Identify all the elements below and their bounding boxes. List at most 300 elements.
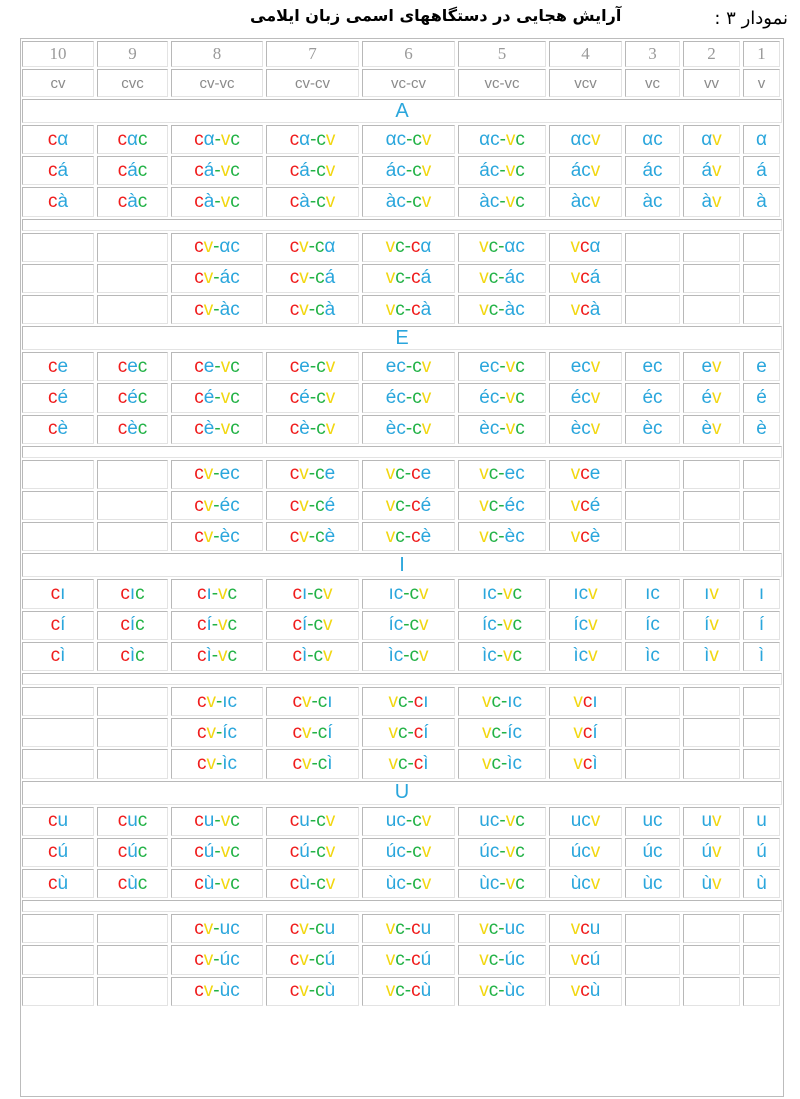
syllable-cell: ı c - c v	[362, 579, 455, 608]
empty-cell	[743, 687, 780, 716]
syllable-cell: ù c	[625, 869, 680, 898]
syllable-table	[20, 38, 784, 1097]
empty-cell	[625, 460, 680, 489]
syllable-cell: è c - v c	[458, 415, 546, 444]
syllable-cell: ì c - c v	[362, 642, 455, 671]
syllable-cell: c α c	[97, 125, 168, 154]
syllable-cell: c α - v c	[171, 125, 263, 154]
empty-cell	[625, 718, 680, 747]
syllable-cell: c e	[22, 352, 94, 381]
spacer-row	[21, 445, 783, 459]
syllable-cell: v c í	[549, 718, 622, 747]
syllable-cell: u c	[625, 807, 680, 836]
syllable-cell: c ı - c v	[266, 579, 359, 608]
empty-cell	[97, 687, 168, 716]
syllable-cell: c v - c à	[266, 295, 359, 324]
spacer-cell	[22, 900, 782, 912]
syllable-cell: c è c	[97, 415, 168, 444]
syllable-cell: v c α	[549, 233, 622, 262]
empty-cell	[97, 491, 168, 520]
spacer-cell	[22, 446, 782, 458]
empty-cell	[683, 977, 740, 1006]
syllable-cell: u v	[683, 807, 740, 836]
syllable-row	[21, 232, 783, 263]
column-pattern: vcv	[549, 69, 622, 97]
syllable-cell: v c - á c	[458, 264, 546, 293]
spacer-row	[21, 672, 783, 686]
syllable-row	[21, 976, 783, 1007]
empty-cell	[683, 295, 740, 324]
syllable-cell: c v - c è	[266, 522, 359, 551]
syllable-cell: c ı c	[97, 579, 168, 608]
syllable-cell: c é - c v	[266, 383, 359, 412]
column-pattern: vc-cv	[362, 69, 455, 97]
syllable-cell: u	[743, 807, 780, 836]
empty-cell	[625, 491, 680, 520]
syllable-cell: v c u	[549, 914, 622, 943]
syllable-cell: v c - c u	[362, 914, 455, 943]
empty-cell	[683, 687, 740, 716]
empty-cell	[22, 233, 94, 262]
syllable-cell: ı v	[683, 579, 740, 608]
syllable-cell: c v - c é	[266, 491, 359, 520]
syllable-cell: í c - c v	[362, 611, 455, 640]
column-number: 5	[458, 41, 546, 67]
syllable-cell: ú v	[683, 838, 740, 867]
empty-cell	[743, 264, 780, 293]
syllable-cell: c v - α c	[171, 233, 263, 262]
syllable-cell: v c - à c	[458, 295, 546, 324]
syllable-cell: c v - c α	[266, 233, 359, 262]
syllable-cell: u c v	[549, 807, 622, 836]
figure-title: آرایش هجایی در دستگاههای اسمی زبان ایلامی	[250, 6, 622, 25]
syllable-cell: e c - c v	[362, 352, 455, 381]
column-number-row	[21, 40, 783, 68]
syllable-cell: c u	[22, 807, 94, 836]
syllable-cell: c ù - v c	[171, 869, 263, 898]
syllable-cell: c ù	[22, 869, 94, 898]
syllable-row	[21, 155, 783, 186]
spacer-row	[21, 899, 783, 913]
syllable-cell: í c v	[549, 611, 622, 640]
syllable-cell: c ú c	[97, 838, 168, 867]
empty-cell	[743, 718, 780, 747]
syllable-cell: e c - v c	[458, 352, 546, 381]
syllable-cell: c à c	[97, 187, 168, 216]
empty-cell	[22, 264, 94, 293]
syllable-cell: v c - c ì	[362, 749, 455, 778]
syllable-cell: c v - c ì	[266, 749, 359, 778]
spacer-cell	[22, 673, 782, 685]
syllable-cell: α c - c v	[362, 125, 455, 154]
syllable-cell: è c	[625, 415, 680, 444]
syllable-cell: v c á	[549, 264, 622, 293]
syllable-row	[21, 717, 783, 748]
syllable-cell: v c - c e	[362, 460, 455, 489]
column-number: 8	[171, 41, 263, 67]
syllable-cell: c v - c ú	[266, 945, 359, 974]
empty-cell	[97, 522, 168, 551]
syllable-cell: α c - v c	[458, 125, 546, 154]
section-letter: U	[22, 781, 782, 805]
syllable-cell: c í - v c	[171, 611, 263, 640]
syllable-row	[21, 490, 783, 521]
empty-cell	[22, 460, 94, 489]
section-letter: E	[22, 326, 782, 350]
syllable-cell: ı c	[625, 579, 680, 608]
empty-cell	[97, 233, 168, 262]
syllable-cell: v c - ú c	[458, 945, 546, 974]
column-pattern: cvc	[97, 69, 168, 97]
syllable-cell: c ì - c v	[266, 642, 359, 671]
syllable-cell: à c - c v	[362, 187, 455, 216]
syllable-cell: c u c	[97, 807, 168, 836]
syllable-cell: á c v	[549, 156, 622, 185]
syllable-cell: v c - c é	[362, 491, 455, 520]
empty-cell	[97, 749, 168, 778]
syllable-cell: c v - e c	[171, 460, 263, 489]
empty-cell	[22, 522, 94, 551]
syllable-row	[21, 351, 783, 382]
syllable-cell: v c ì	[549, 749, 622, 778]
syllable-row	[21, 806, 783, 837]
syllable-cell: c è	[22, 415, 94, 444]
column-number: 7	[266, 41, 359, 67]
column-number: 2	[683, 41, 740, 67]
syllable-row	[21, 748, 783, 779]
syllable-cell: c u - v c	[171, 807, 263, 836]
empty-cell	[22, 687, 94, 716]
empty-cell	[743, 977, 780, 1006]
empty-cell	[625, 295, 680, 324]
syllable-cell: c v - è c	[171, 522, 263, 551]
empty-cell	[97, 295, 168, 324]
syllable-cell: é c	[625, 383, 680, 412]
syllable-cell: α	[743, 125, 780, 154]
syllable-cell: c v - c ù	[266, 977, 359, 1006]
empty-cell	[625, 914, 680, 943]
column-pattern: vc	[625, 69, 680, 97]
syllable-cell: v c - í c	[458, 718, 546, 747]
syllable-cell: c á	[22, 156, 94, 185]
empty-cell	[743, 491, 780, 520]
syllable-cell: c ı - v c	[171, 579, 263, 608]
syllable-cell: c í	[22, 611, 94, 640]
syllable-cell: é c - c v	[362, 383, 455, 412]
syllable-cell: ù c - c v	[362, 869, 455, 898]
syllable-cell: è	[743, 415, 780, 444]
empty-cell	[743, 522, 780, 551]
syllable-cell: é	[743, 383, 780, 412]
syllable-cell: c é - v c	[171, 383, 263, 412]
column-number: 4	[549, 41, 622, 67]
syllable-cell: c e - c v	[266, 352, 359, 381]
syllable-cell: v c - c ú	[362, 945, 455, 974]
empty-cell	[22, 914, 94, 943]
syllable-cell: é v	[683, 383, 740, 412]
syllable-cell: ì v	[683, 642, 740, 671]
syllable-cell: c v - ù c	[171, 977, 263, 1006]
syllable-cell: c á - v c	[171, 156, 263, 185]
syllable-cell: c α - c v	[266, 125, 359, 154]
empty-cell	[625, 687, 680, 716]
syllable-cell: c v - c u	[266, 914, 359, 943]
syllable-row	[21, 913, 783, 944]
syllable-cell: à c	[625, 187, 680, 216]
syllable-cell: v c - e c	[458, 460, 546, 489]
syllable-cell: ı c v	[549, 579, 622, 608]
section-letter: A	[22, 99, 782, 123]
syllable-cell: α c v	[549, 125, 622, 154]
syllable-row	[21, 641, 783, 672]
syllable-row	[21, 521, 783, 552]
syllable-row	[21, 944, 783, 975]
syllable-cell: c v - í c	[171, 718, 263, 747]
syllable-cell: c ú - v c	[171, 838, 263, 867]
empty-cell	[97, 264, 168, 293]
syllable-row	[21, 186, 783, 217]
syllable-cell: v c - é c	[458, 491, 546, 520]
section-header-row	[21, 780, 783, 806]
syllable-row	[21, 382, 783, 413]
syllable-cell: v c - ı c	[458, 687, 546, 716]
syllable-row	[21, 837, 783, 868]
syllable-cell: c v - c ı	[266, 687, 359, 716]
empty-cell	[743, 945, 780, 974]
syllable-cell: c ì	[22, 642, 94, 671]
syllable-cell: ı c - v c	[458, 579, 546, 608]
syllable-cell: v c - u c	[458, 914, 546, 943]
empty-cell	[743, 914, 780, 943]
spacer-cell	[22, 219, 782, 231]
syllable-cell: ú c - v c	[458, 838, 546, 867]
column-number: 3	[625, 41, 680, 67]
syllable-cell: v c - c ı	[362, 687, 455, 716]
syllable-cell: è c - c v	[362, 415, 455, 444]
empty-cell	[683, 945, 740, 974]
syllable-cell: c á - c v	[266, 156, 359, 185]
syllable-cell: í c	[625, 611, 680, 640]
syllable-cell: c é c	[97, 383, 168, 412]
syllable-cell: c e c	[97, 352, 168, 381]
syllable-cell: ı	[743, 579, 780, 608]
syllable-cell: c ù c	[97, 869, 168, 898]
syllable-cell: e v	[683, 352, 740, 381]
syllable-cell: c é	[22, 383, 94, 412]
syllable-cell: v c - c á	[362, 264, 455, 293]
syllable-cell: u c - c v	[362, 807, 455, 836]
empty-cell	[625, 977, 680, 1006]
syllable-cell: α v	[683, 125, 740, 154]
syllable-cell: c v - ı c	[171, 687, 263, 716]
section-letter: I	[22, 553, 782, 577]
empty-cell	[683, 460, 740, 489]
syllable-row	[21, 294, 783, 325]
syllable-cell: c ı	[22, 579, 94, 608]
syllable-row	[21, 686, 783, 717]
empty-cell	[743, 233, 780, 262]
syllable-cell: c v - u c	[171, 914, 263, 943]
syllable-cell: í v	[683, 611, 740, 640]
syllable-cell: ì c	[625, 642, 680, 671]
empty-cell	[683, 233, 740, 262]
syllable-cell: ì c v	[549, 642, 622, 671]
syllable-row	[21, 414, 783, 445]
empty-cell	[22, 945, 94, 974]
syllable-cell: v c è	[549, 522, 622, 551]
syllable-cell: v c ù	[549, 977, 622, 1006]
column-pattern: cv-vc	[171, 69, 263, 97]
syllable-cell: c í c	[97, 611, 168, 640]
column-pattern: vc-vc	[458, 69, 546, 97]
syllable-cell: c v - c e	[266, 460, 359, 489]
column-pattern: cv	[22, 69, 94, 97]
syllable-cell: í c - v c	[458, 611, 546, 640]
syllable-cell: à c v	[549, 187, 622, 216]
spacer-row	[21, 218, 783, 232]
empty-cell	[97, 977, 168, 1006]
syllable-cell: á c - c v	[362, 156, 455, 185]
syllable-cell: ú c	[625, 838, 680, 867]
syllable-row	[21, 578, 783, 609]
syllable-cell: c ì c	[97, 642, 168, 671]
syllable-cell: è v	[683, 415, 740, 444]
empty-cell	[22, 749, 94, 778]
syllable-cell: c à - v c	[171, 187, 263, 216]
syllable-cell: v c ú	[549, 945, 622, 974]
empty-cell	[625, 522, 680, 551]
syllable-cell: á v	[683, 156, 740, 185]
syllable-cell: c v - c á	[266, 264, 359, 293]
syllable-cell: c è - v c	[171, 415, 263, 444]
syllable-cell: c ì - v c	[171, 642, 263, 671]
column-pattern: v	[743, 69, 780, 97]
empty-cell	[97, 460, 168, 489]
syllable-cell: é c - v c	[458, 383, 546, 412]
column-pattern: vv	[683, 69, 740, 97]
syllable-cell: ù	[743, 869, 780, 898]
syllable-cell: ù v	[683, 869, 740, 898]
syllable-cell: v c - ì c	[458, 749, 546, 778]
column-pattern-row	[21, 68, 783, 98]
syllable-cell: ì c - v c	[458, 642, 546, 671]
empty-cell	[625, 233, 680, 262]
syllable-cell: c á c	[97, 156, 168, 185]
column-number: 1	[743, 41, 780, 67]
syllable-cell: á c - v c	[458, 156, 546, 185]
section-header-row	[21, 98, 783, 124]
syllable-cell: ù c v	[549, 869, 622, 898]
empty-cell	[97, 718, 168, 747]
syllable-cell: v c - c í	[362, 718, 455, 747]
syllable-cell: v c à	[549, 295, 622, 324]
syllable-cell: c α	[22, 125, 94, 154]
syllable-cell: v c - c ù	[362, 977, 455, 1006]
syllable-cell: c è - c v	[266, 415, 359, 444]
empty-cell	[22, 718, 94, 747]
figure-label: نمودار ۳ :	[714, 8, 788, 29]
empty-cell	[625, 749, 680, 778]
syllable-cell: í	[743, 611, 780, 640]
empty-cell	[683, 718, 740, 747]
syllable-cell: c v - ì c	[171, 749, 263, 778]
syllable-cell: é c v	[549, 383, 622, 412]
syllable-cell: u c - v c	[458, 807, 546, 836]
empty-cell	[22, 977, 94, 1006]
empty-cell	[97, 914, 168, 943]
syllable-row	[21, 610, 783, 641]
syllable-cell: c à	[22, 187, 94, 216]
syllable-cell: v c é	[549, 491, 622, 520]
syllable-cell: c v - c í	[266, 718, 359, 747]
syllable-cell: c v - é c	[171, 491, 263, 520]
syllable-cell: v c - ù c	[458, 977, 546, 1006]
column-number: 6	[362, 41, 455, 67]
syllable-cell: c v - ú c	[171, 945, 263, 974]
syllable-cell: c e - v c	[171, 352, 263, 381]
empty-cell	[683, 264, 740, 293]
syllable-cell: c í - c v	[266, 611, 359, 640]
empty-cell	[683, 522, 740, 551]
syllable-cell: e c v	[549, 352, 622, 381]
empty-cell	[97, 945, 168, 974]
syllable-cell: è c v	[549, 415, 622, 444]
syllable-cell: v c - c è	[362, 522, 455, 551]
syllable-cell: á	[743, 156, 780, 185]
syllable-cell: c à - c v	[266, 187, 359, 216]
syllable-cell: e	[743, 352, 780, 381]
syllable-cell: ù c - v c	[458, 869, 546, 898]
empty-cell	[683, 914, 740, 943]
syllable-cell: ú c v	[549, 838, 622, 867]
syllable-cell: v c - c à	[362, 295, 455, 324]
column-pattern: cv-cv	[266, 69, 359, 97]
column-number: 10	[22, 41, 94, 67]
syllable-cell: v c - c α	[362, 233, 455, 262]
syllable-cell: c u - c v	[266, 807, 359, 836]
syllable-cell: v c ı	[549, 687, 622, 716]
syllable-cell: à	[743, 187, 780, 216]
empty-cell	[22, 491, 94, 520]
syllable-cell: à c - v c	[458, 187, 546, 216]
syllable-cell: ú	[743, 838, 780, 867]
syllable-cell: v c - è c	[458, 522, 546, 551]
empty-cell	[625, 264, 680, 293]
syllable-cell: c ú - c v	[266, 838, 359, 867]
syllable-cell: α c	[625, 125, 680, 154]
syllable-cell: v c e	[549, 460, 622, 489]
section-header-row	[21, 552, 783, 578]
syllable-cell: c ú	[22, 838, 94, 867]
syllable-cell: ú c - c v	[362, 838, 455, 867]
section-header-row	[21, 325, 783, 351]
empty-cell	[625, 945, 680, 974]
syllable-cell: c ù - c v	[266, 869, 359, 898]
syllable-row	[21, 263, 783, 294]
title-bar	[0, 0, 800, 38]
syllable-cell: à v	[683, 187, 740, 216]
empty-cell	[743, 749, 780, 778]
empty-cell	[743, 460, 780, 489]
syllable-row	[21, 868, 783, 899]
empty-cell	[683, 491, 740, 520]
syllable-cell: e c	[625, 352, 680, 381]
syllable-cell: v c - α c	[458, 233, 546, 262]
syllable-row	[21, 124, 783, 155]
syllable-cell: c v - à c	[171, 295, 263, 324]
syllable-row	[21, 459, 783, 490]
empty-cell	[683, 749, 740, 778]
